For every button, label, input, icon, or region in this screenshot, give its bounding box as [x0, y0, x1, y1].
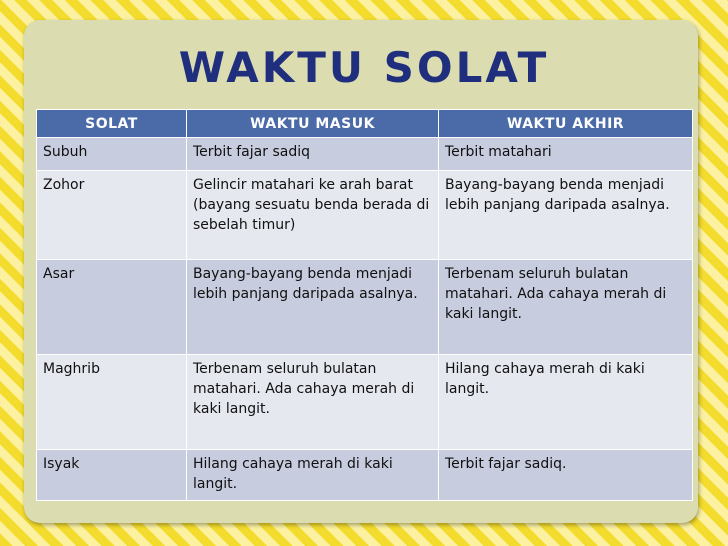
- header-waktu-akhir: WAKTU AKHIR: [439, 110, 693, 138]
- table-row: [37, 171, 693, 260]
- cell-waktu-akhir: Terbit matahari: [439, 138, 693, 171]
- cell-solat: Zohor: [37, 171, 187, 260]
- table-row: [37, 138, 693, 171]
- cell-waktu-masuk: Gelincir matahari ke arah barat (bayang sesuatu benda berada di sebelah timur): [187, 171, 439, 260]
- prayer-times-table-wrap: [36, 109, 692, 501]
- cell-solat: Asar: [37, 260, 187, 355]
- header-waktu-masuk: WAKTU MASUK: [187, 110, 439, 138]
- cell-waktu-akhir: Hilang cahaya merah di kaki langit.: [439, 355, 693, 450]
- slide-title: WAKTU SOLAT: [178, 43, 550, 92]
- table-header-row: [37, 110, 693, 138]
- cell-waktu-akhir: Bayang-bayang benda menjadi lebih panjang daripada asalnya.: [439, 171, 693, 260]
- cell-waktu-masuk: Terbit fajar sadiq: [187, 138, 439, 171]
- cell-solat: Isyak: [37, 450, 187, 501]
- cell-solat: Subuh: [37, 138, 187, 171]
- prayer-times-table: [36, 109, 693, 501]
- cell-waktu-masuk: Terbenam seluruh bulatan matahari. Ada cahaya merah di kaki langit.: [187, 355, 439, 450]
- cell-waktu-masuk: Bayang-bayang benda menjadi lebih panjang daripada asalnya.: [187, 260, 439, 355]
- table-row: [37, 260, 693, 355]
- cell-solat: Maghrib: [37, 355, 187, 450]
- cell-waktu-akhir: Terbit fajar sadiq.: [439, 450, 693, 501]
- cell-waktu-akhir: Terbenam seluruh bulatan matahari. Ada cahaya merah di kaki langit.: [439, 260, 693, 355]
- cell-waktu-masuk: Hilang cahaya merah di kaki langit.: [187, 450, 439, 501]
- table-row: [37, 450, 693, 501]
- header-solat: SOLAT: [37, 110, 187, 138]
- table-row: [37, 355, 693, 450]
